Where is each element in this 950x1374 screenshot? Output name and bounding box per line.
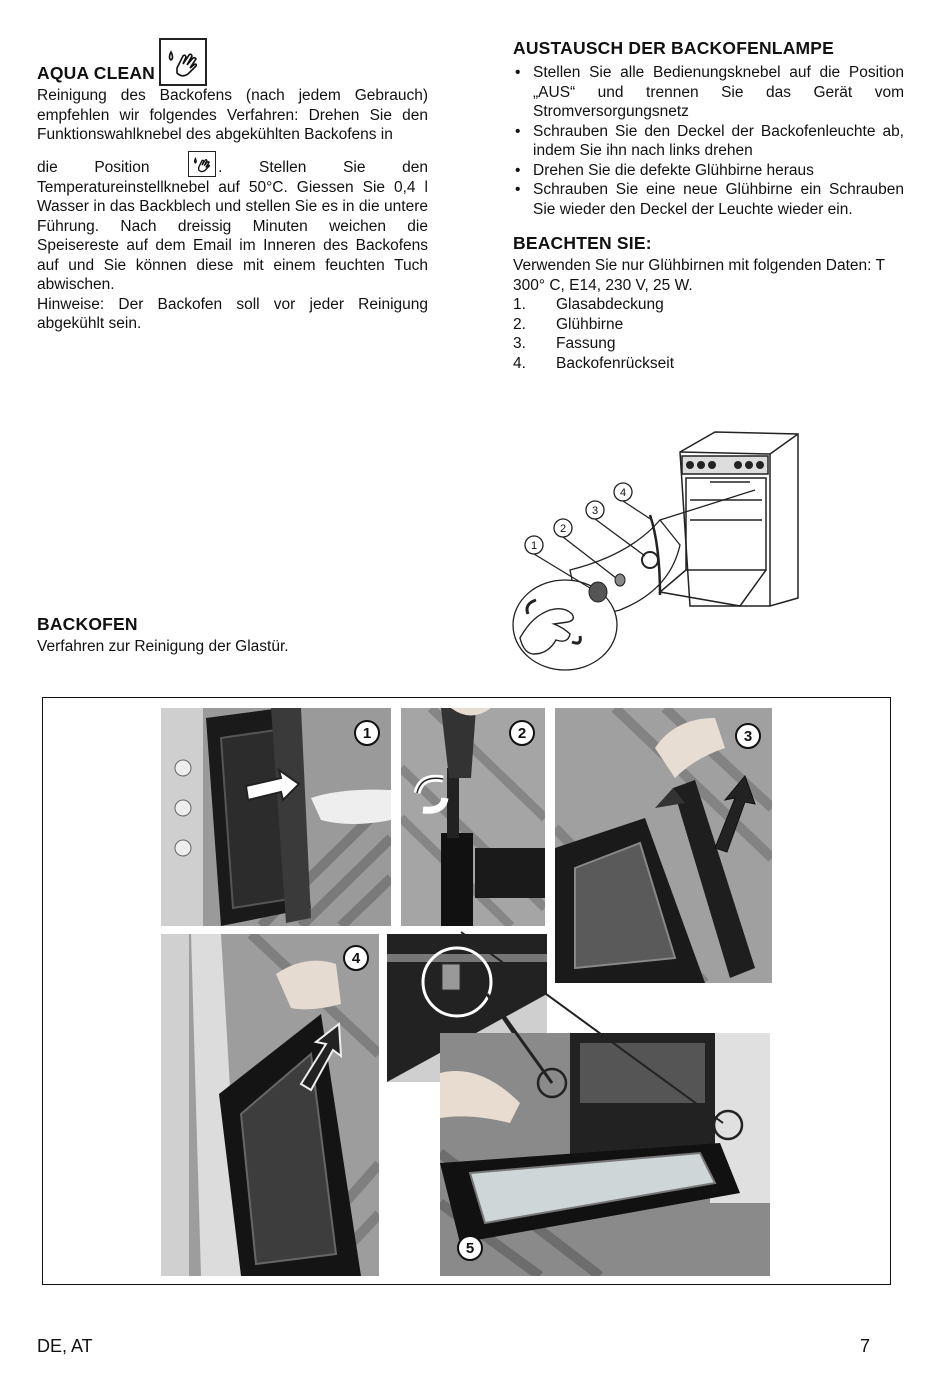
step-number: 3 [743, 727, 753, 745]
page-number: 7 [860, 1336, 871, 1356]
note-section [513, 233, 904, 373]
part-label: Fassung [556, 335, 616, 352]
lamp-replacement-illustration [510, 420, 810, 675]
step-badge [354, 720, 380, 746]
step-number: 4 [351, 949, 361, 967]
part-label: Backofenrückseit [556, 354, 675, 372]
step-number: 2 [517, 724, 527, 742]
photo-step-4 [161, 934, 379, 1276]
door-cleaning-photos [42, 697, 891, 1285]
list-item [513, 334, 904, 354]
aqua-clean-hand-drop-icon [159, 38, 207, 86]
list-item [513, 354, 904, 374]
aqua-clean-section [37, 34, 428, 334]
list-item [513, 295, 904, 315]
aqua-clean-paragraph-1: Reinigung des Backofens (nach jedem Gebrauch) empfehlen wir folgendes Verfahren: Drehen Sie den Funktionswahlknebel des abgekühlten Backofens in [37, 87, 428, 143]
step-number: 1 [362, 724, 372, 742]
position-word: Position [94, 159, 150, 176]
oven-title: BACKOFEN [37, 614, 138, 634]
parts-list [513, 295, 904, 373]
position-word: Stellen [259, 159, 307, 176]
part-number: 1. [513, 296, 526, 313]
list-item: • Stellen Sie alle Bedienungsknebel auf die Position „AUS“ und trennen Sie das Gerät vom Stromversorgungsnetz [513, 63, 904, 122]
step-badge [735, 723, 761, 749]
part-label: Glühbirne [556, 315, 624, 333]
part-number: 2. [513, 315, 526, 333]
position-period: . [218, 159, 223, 176]
step-badge [343, 945, 369, 971]
aqua-clean-paragraph-2: Temperatureinstellknebel auf 50°C. Giessen Sie 0,4 l Wasser in das Backblech und stellen Sie es in die untere Führung. Nach dreissig Minuten weichen die Speisereste auf dem Email im Inneren des Backofens auf und Sie können diese mit einem feuchten Tuch abwischen. [37, 178, 428, 293]
oven-section [37, 614, 457, 657]
aqua-clean-header [37, 34, 428, 86]
list-item: • Schrauben Sie eine neue Glühbirne ein Schrauben Sie wieder den Deckel der Leuchte wieder ein. [513, 180, 904, 219]
list-item: • Schrauben Sie den Deckel der Backofenleuchte ab, indem Sie ihn nach links drehen [513, 122, 904, 161]
aqua-clean-title: AQUA CLEAN [37, 63, 156, 83]
part-label: Glasabdeckung [556, 296, 664, 313]
list-item: • Drehen Sie die defekte Glühbirne heraus [513, 161, 904, 181]
position-word: den [402, 159, 428, 176]
aqua-clean-paragraph-3: Hinweise: Der Backofen soll vor jeder Reinigung abgekühlt sein. [37, 295, 428, 332]
aqua-clean-small-icon [188, 151, 216, 177]
step-badge [509, 720, 535, 746]
step-number: 5 [465, 1239, 475, 1257]
callout-1: 1 [530, 540, 538, 552]
lamp-replacement-title: AUSTAUSCH DER BACKOFENLAMPE [513, 38, 835, 58]
aqua-clean-position-line [37, 145, 428, 178]
part-number: 4. [513, 354, 526, 372]
oven-text: Verfahren zur Reinigung der Glastür. [37, 638, 289, 655]
position-word: Sie [343, 159, 366, 176]
note-text: Verwenden Sie nur Glühbirnen mit folgenden Daten: T 300° C, E14, 230 V, 25 W. [513, 257, 885, 294]
step-badge [457, 1235, 483, 1261]
position-inline [186, 151, 222, 178]
part-number: 3. [513, 335, 526, 352]
position-word: die [37, 159, 58, 176]
list-item [513, 315, 904, 335]
footer-language: DE, AT [37, 1336, 93, 1356]
photo-step-3 [555, 708, 772, 983]
callout-2: 2 [559, 523, 567, 535]
lamp-replacement-section [513, 38, 904, 373]
photo-step-5 [440, 1033, 770, 1276]
callout-3: 3 [591, 505, 599, 517]
callout-4: 4 [619, 487, 627, 499]
note-title: BEACHTEN SIE: [513, 233, 652, 253]
lamp-replacement-list [513, 63, 904, 219]
